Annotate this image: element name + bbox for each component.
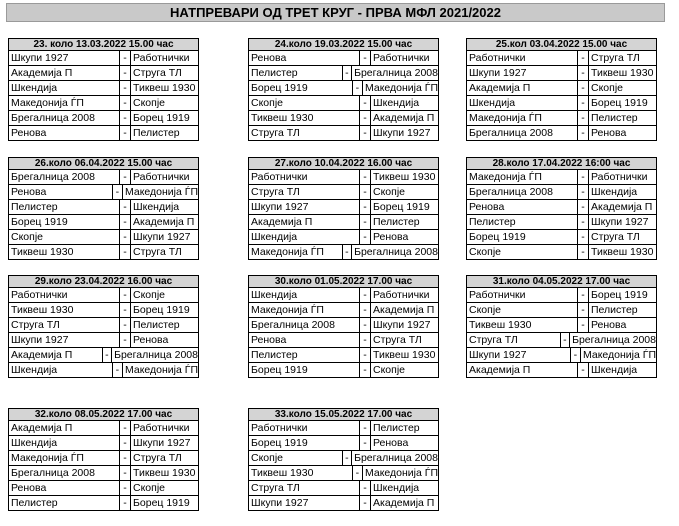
- away-team: Македонија ЃП: [125, 364, 198, 376]
- away-team: Брегалница 2008: [354, 452, 438, 464]
- separator: -: [120, 81, 131, 95]
- away-team: Работнички: [591, 171, 648, 183]
- separator: -: [360, 230, 371, 244]
- round-table: [466, 157, 657, 260]
- home-team: Шкендија: [249, 230, 360, 244]
- away-team: Тиквеш 1930: [373, 349, 436, 361]
- home-team: Пелистер: [9, 496, 120, 510]
- away-team: Работнички: [373, 289, 430, 301]
- separator: -: [578, 303, 589, 317]
- away-team: Шкендија: [591, 364, 638, 376]
- away-team: Шкупи 1927: [133, 437, 191, 449]
- match-row: [248, 81, 439, 96]
- away-team: Работнички: [133, 52, 190, 64]
- match-row: [248, 303, 439, 318]
- separator: -: [578, 288, 589, 302]
- home-team: Шкендија: [9, 363, 113, 377]
- separator: -: [120, 51, 131, 65]
- match-row: [248, 126, 439, 141]
- away-team: Тиквеш 1930: [373, 171, 436, 183]
- away-team: Шкендија: [373, 97, 420, 109]
- separator: -: [120, 170, 131, 184]
- home-team: Тиквеш 1930: [9, 303, 120, 317]
- separator: -: [360, 126, 371, 140]
- separator: -: [120, 451, 131, 465]
- home-team: Академија П: [9, 348, 103, 362]
- away-team: Борец 1919: [591, 97, 648, 109]
- away-team: Македонија ЃП: [125, 186, 198, 198]
- separator: -: [360, 421, 371, 435]
- separator: -: [360, 170, 371, 184]
- match-row: [8, 348, 199, 363]
- separator: -: [120, 496, 131, 510]
- match-row: [8, 111, 199, 126]
- home-team: Работнички: [249, 170, 360, 184]
- match-row: [8, 436, 199, 451]
- round-header: 33.коло 15.05.2022 17.00 час: [248, 408, 439, 421]
- home-team: Струга ТЛ: [467, 333, 561, 347]
- home-team: Тиквеш 1930: [467, 318, 578, 332]
- separator: -: [578, 81, 589, 95]
- match-row: [248, 96, 439, 111]
- home-team: Брегалница 2008: [467, 126, 578, 140]
- away-team: Академија П: [373, 497, 435, 509]
- match-row: [248, 363, 439, 378]
- away-team: Брегалница 2008: [354, 246, 438, 258]
- home-team: Академија П: [9, 66, 120, 80]
- match-row: [466, 245, 657, 260]
- away-team: Работнички: [133, 422, 190, 434]
- away-team: Скопје: [133, 97, 165, 109]
- away-team: Струга ТЛ: [373, 334, 422, 346]
- separator: -: [360, 200, 371, 214]
- page-title: НАТПРЕВАРИ ОД ТРЕТ КРУГ - ПРВА МФЛ 2021/2022: [6, 3, 665, 22]
- separator: -: [360, 111, 371, 125]
- round-header: 29.коло 23.04.2022 16.00 час: [8, 275, 199, 288]
- match-row: [8, 66, 199, 81]
- match-row: [8, 466, 199, 481]
- away-team: Тиквеш 1930: [133, 82, 196, 94]
- separator: -: [578, 126, 589, 140]
- separator: -: [120, 333, 131, 347]
- home-team: Шкупи 1927: [467, 348, 571, 362]
- away-team: Академија П: [133, 216, 195, 228]
- match-row: [8, 421, 199, 436]
- round-header: 30.коло 01.05.2022 17.00 час: [248, 275, 439, 288]
- away-team: Борец 1919: [133, 304, 190, 316]
- away-team: Шкупи 1927: [591, 216, 649, 228]
- home-team: Академија П: [467, 363, 578, 377]
- separator: -: [120, 318, 131, 332]
- away-team: Брегалница 2008: [114, 349, 198, 361]
- round-table: [466, 275, 657, 378]
- away-team: Ренова: [133, 334, 169, 346]
- home-team: Шкендија: [467, 96, 578, 110]
- separator: -: [360, 96, 371, 110]
- match-row: [248, 496, 439, 511]
- match-row: [8, 318, 199, 333]
- separator: -: [360, 496, 371, 510]
- match-row: [466, 230, 657, 245]
- separator: -: [578, 96, 589, 110]
- separator: -: [120, 215, 131, 229]
- away-team: Академија П: [373, 112, 435, 124]
- separator: -: [120, 126, 131, 140]
- separator: -: [578, 185, 589, 199]
- away-team: Борец 1919: [133, 497, 190, 509]
- separator: -: [120, 66, 131, 80]
- match-row: [248, 288, 439, 303]
- match-row: [248, 421, 439, 436]
- round-header: 23. коло 13.03.2022 15.00 час: [8, 38, 199, 51]
- separator: -: [578, 66, 589, 80]
- home-team: Шкупи 1927: [9, 51, 120, 65]
- away-team: Пелистер: [591, 112, 638, 124]
- home-team: Борец 1919: [249, 363, 360, 377]
- home-team: Шкупи 1927: [249, 200, 360, 214]
- home-team: Ренова: [467, 200, 578, 214]
- separator: -: [578, 215, 589, 229]
- separator: -: [360, 303, 371, 317]
- home-team: Брегалница 2008: [249, 318, 360, 332]
- home-team: Скопје: [249, 96, 360, 110]
- away-team: Скопје: [373, 186, 405, 198]
- separator: -: [578, 318, 589, 332]
- round-table: [8, 38, 199, 141]
- separator: -: [353, 81, 363, 95]
- match-row: [8, 496, 199, 511]
- match-row: [248, 111, 439, 126]
- separator: -: [578, 200, 589, 214]
- match-row: [8, 215, 199, 230]
- home-team: Пелистер: [249, 348, 360, 362]
- round-table: [466, 38, 657, 141]
- separator: -: [113, 185, 123, 199]
- away-team: Тиквеш 1930: [591, 246, 654, 258]
- home-team: Шкупи 1927: [249, 496, 360, 510]
- match-row: [8, 126, 199, 141]
- away-team: Работнички: [133, 171, 190, 183]
- round-table: [8, 408, 199, 511]
- home-team: Работнички: [9, 288, 120, 302]
- match-row: [8, 363, 199, 378]
- home-team: Работнички: [467, 51, 578, 65]
- round-table: [8, 157, 199, 260]
- away-team: Ренова: [373, 231, 409, 243]
- separator: -: [561, 333, 570, 347]
- away-team: Скопје: [591, 82, 623, 94]
- match-row: [248, 466, 439, 481]
- home-team: Ренова: [249, 333, 360, 347]
- match-row: [8, 333, 199, 348]
- separator: -: [360, 215, 371, 229]
- separator: -: [353, 466, 363, 480]
- separator: -: [578, 51, 589, 65]
- match-row: [466, 126, 657, 141]
- match-row: [248, 348, 439, 363]
- match-row: [8, 200, 199, 215]
- match-row: [248, 318, 439, 333]
- home-team: Скопје: [467, 303, 578, 317]
- away-team: Тиквеш 1930: [133, 467, 196, 479]
- home-team: Тиквеш 1930: [249, 466, 353, 480]
- separator: -: [120, 481, 131, 495]
- match-row: [248, 66, 439, 81]
- separator: -: [120, 200, 131, 214]
- match-row: [466, 333, 657, 348]
- away-team: Струга ТЛ: [133, 452, 182, 464]
- away-team: Борец 1919: [591, 289, 648, 301]
- round-table: [248, 408, 439, 511]
- away-team: Шкендија: [591, 186, 638, 198]
- away-team: Борец 1919: [133, 112, 190, 124]
- match-row: [8, 170, 199, 185]
- match-row: [248, 436, 439, 451]
- home-team: Шкендија: [9, 81, 120, 95]
- match-row: [248, 481, 439, 496]
- separator: -: [571, 348, 581, 362]
- round-header: 27.коло 10.04.2022 16.00 час: [248, 157, 439, 170]
- separator: -: [120, 303, 131, 317]
- match-row: [466, 81, 657, 96]
- match-row: [248, 333, 439, 348]
- separator: -: [360, 333, 371, 347]
- match-row: [8, 288, 199, 303]
- home-team: Ренова: [9, 481, 120, 495]
- round-header: 31.коло 04.05.2022 17.00 час: [466, 275, 657, 288]
- away-team: Брегалница 2008: [572, 334, 656, 346]
- away-team: Ренова: [591, 319, 627, 331]
- separator: -: [578, 363, 589, 377]
- separator: -: [120, 466, 131, 480]
- match-row: [8, 51, 199, 66]
- match-row: [248, 230, 439, 245]
- home-team: Работнички: [467, 288, 578, 302]
- away-team: Струга ТЛ: [591, 231, 640, 243]
- separator: -: [120, 421, 131, 435]
- home-team: Борец 1919: [9, 215, 120, 229]
- home-team: Шкупи 1927: [467, 66, 578, 80]
- away-team: Македонија ЃП: [365, 467, 438, 479]
- match-row: [466, 111, 657, 126]
- home-team: Струга ТЛ: [249, 126, 360, 140]
- match-row: [8, 451, 199, 466]
- away-team: Скопје: [373, 364, 405, 376]
- home-team: Македонија ЃП: [467, 170, 578, 184]
- home-team: Борец 1919: [249, 436, 360, 450]
- away-team: Пелистер: [373, 422, 420, 434]
- home-team: Брегалница 2008: [9, 466, 120, 480]
- match-row: [248, 215, 439, 230]
- separator: -: [360, 185, 371, 199]
- home-team: Пелистер: [249, 66, 343, 80]
- match-row: [8, 230, 199, 245]
- home-team: Струга ТЛ: [9, 318, 120, 332]
- round-header: 24.коло 19.03.2022 15.00 час: [248, 38, 439, 51]
- away-team: Шкупи 1927: [373, 319, 431, 331]
- home-team: Пелистер: [9, 200, 120, 214]
- match-row: [466, 66, 657, 81]
- home-team: Академија П: [467, 81, 578, 95]
- match-row: [248, 185, 439, 200]
- round-table: [248, 275, 439, 378]
- away-team: Пелистер: [133, 127, 180, 139]
- round-table: [8, 275, 199, 378]
- round-header: 28.коло 17.04.2022 16:00 час: [466, 157, 657, 170]
- away-team: Македонија ЃП: [583, 349, 656, 361]
- separator: -: [360, 363, 371, 377]
- home-team: Ренова: [249, 51, 360, 65]
- away-team: Пелистер: [591, 304, 638, 316]
- match-row: [466, 348, 657, 363]
- match-row: [466, 51, 657, 66]
- match-row: [8, 185, 199, 200]
- round-table: [248, 157, 439, 260]
- home-team: Академија П: [249, 215, 360, 229]
- match-row: [8, 303, 199, 318]
- separator: -: [360, 288, 371, 302]
- home-team: Струга ТЛ: [249, 481, 360, 495]
- separator: -: [343, 245, 352, 259]
- match-row: [466, 96, 657, 111]
- separator: -: [360, 348, 371, 362]
- separator: -: [343, 451, 352, 465]
- separator: -: [120, 230, 131, 244]
- separator: -: [360, 318, 371, 332]
- separator: -: [113, 363, 123, 377]
- separator: -: [360, 481, 371, 495]
- separator: -: [120, 288, 131, 302]
- away-team: Брегалница 2008: [354, 67, 438, 79]
- home-team: Брегалница 2008: [467, 185, 578, 199]
- away-team: Пелистер: [373, 216, 420, 228]
- home-team: Скопје: [467, 245, 578, 259]
- separator: -: [578, 245, 589, 259]
- away-team: Работнички: [373, 52, 430, 64]
- match-row: [8, 81, 199, 96]
- separator: -: [360, 51, 371, 65]
- away-team: Академија П: [591, 201, 653, 213]
- match-row: [466, 170, 657, 185]
- match-row: [8, 481, 199, 496]
- away-team: Струга ТЛ: [591, 52, 640, 64]
- home-team: Шкендија: [249, 288, 360, 302]
- match-row: [466, 185, 657, 200]
- away-team: Академија П: [373, 304, 435, 316]
- away-team: Шкупи 1927: [373, 127, 431, 139]
- away-team: Борец 1919: [373, 201, 430, 213]
- home-team: Македонија ЃП: [9, 451, 120, 465]
- away-team: Скопје: [133, 482, 165, 494]
- home-team: Струга ТЛ: [249, 185, 360, 199]
- match-row: [466, 288, 657, 303]
- separator: -: [103, 348, 112, 362]
- away-team: Тиквеш 1930: [591, 67, 654, 79]
- match-row: [248, 245, 439, 260]
- match-row: [248, 200, 439, 215]
- home-team: Тиквеш 1930: [9, 245, 120, 259]
- separator: -: [578, 230, 589, 244]
- home-team: Македонија ЃП: [249, 303, 360, 317]
- home-team: Скопје: [9, 230, 120, 244]
- away-team: Ренова: [591, 127, 627, 139]
- away-team: Шкендија: [133, 201, 180, 213]
- home-team: Шкендија: [9, 436, 120, 450]
- home-team: Скопје: [249, 451, 343, 465]
- separator: -: [120, 111, 131, 125]
- home-team: Македонија ЃП: [9, 96, 120, 110]
- away-team: Струга ТЛ: [133, 246, 182, 258]
- home-team: Ренова: [9, 185, 113, 199]
- away-team: Шкендија: [373, 482, 420, 494]
- match-row: [466, 318, 657, 333]
- away-team: Македонија ЃП: [365, 82, 438, 94]
- away-team: Пелистер: [133, 319, 180, 331]
- away-team: Струга ТЛ: [133, 67, 182, 79]
- home-team: Брегалница 2008: [9, 170, 120, 184]
- away-team: Ренова: [373, 437, 409, 449]
- separator: -: [360, 436, 371, 450]
- home-team: Шкупи 1927: [9, 333, 120, 347]
- separator: -: [120, 436, 131, 450]
- separator: -: [578, 111, 589, 125]
- home-team: Брегалница 2008: [9, 111, 120, 125]
- match-row: [248, 170, 439, 185]
- home-team: Академија П: [9, 421, 120, 435]
- separator: -: [343, 66, 352, 80]
- home-team: Борец 1919: [467, 230, 578, 244]
- home-team: Македонија ЃП: [249, 245, 343, 259]
- match-row: [466, 303, 657, 318]
- home-team: Борец 1919: [249, 81, 353, 95]
- match-row: [8, 96, 199, 111]
- home-team: Работнички: [249, 421, 360, 435]
- match-row: [248, 451, 439, 466]
- match-row: [466, 215, 657, 230]
- away-team: Шкупи 1927: [133, 231, 191, 243]
- separator: -: [120, 96, 131, 110]
- home-team: Пелистер: [467, 215, 578, 229]
- separator: -: [578, 170, 589, 184]
- match-row: [466, 200, 657, 215]
- round-table: [248, 38, 439, 141]
- round-header: 32.коло 08.05.2022 17.00 час: [8, 408, 199, 421]
- round-header: 25.кол 03.04.2022 15.00 час: [466, 38, 657, 51]
- away-team: Скопје: [133, 289, 165, 301]
- match-row: [8, 245, 199, 260]
- match-row: [248, 51, 439, 66]
- home-team: Ренова: [9, 126, 120, 140]
- separator: -: [120, 245, 131, 259]
- home-team: Македонија ЃП: [467, 111, 578, 125]
- round-header: 26.коло 06.04.2022 15.00 час: [8, 157, 199, 170]
- home-team: Тиквеш 1930: [249, 111, 360, 125]
- match-row: [466, 363, 657, 378]
